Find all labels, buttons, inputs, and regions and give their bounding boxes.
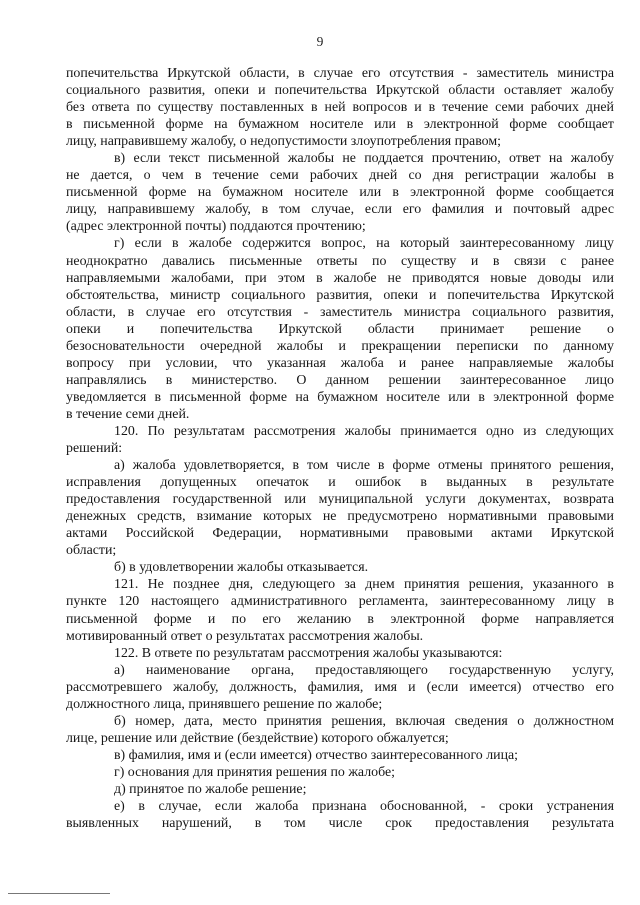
text-line: актами Российской Федерации, нормативными правовыми актами Иркутской — [66, 526, 614, 542]
text-line: опеки и попечительства Иркутской области принимает решение о — [66, 321, 614, 337]
text-line: (адрес электронной почты) поддаются прочтению; — [66, 219, 366, 235]
text-line: предоставления государственной или муниципальной услуги документах, возврата — [66, 492, 614, 508]
text-line: в письменной форме на бумажном носителе или в электронной форме сообщает — [66, 117, 614, 133]
text-line: в течение семи дней. — [66, 406, 190, 422]
text-line: лицу, направившему жалобу, о недопустимости злоупотребления правом; — [66, 134, 502, 150]
text-line: области; — [66, 543, 117, 559]
text-line: е) в случае, если жалоба признана обоснованной, - сроки устранения — [114, 799, 614, 815]
text-line: обстоятельства, министр социального развития, опеки и попечительства Иркутской — [66, 287, 614, 303]
text-line: б) в удовлетворении жалобы отказывается. — [114, 560, 369, 576]
text-line: пункте 120 настоящего административного регламента, заинтересованному лицу в — [66, 594, 614, 610]
text-line: а) жалоба удовлетворяется, в том числе в форме отмены принятого решения, — [114, 458, 614, 474]
text-line: области, в случае его отсутствия - заместитель министра социального развития, — [66, 304, 614, 320]
text-line: неоднократно давались письменные ответы по существу и в связи с ранее — [66, 253, 614, 269]
text-line: должностного лица, принявшего решение по жалобе; — [66, 696, 383, 712]
text-line: направляемыми жалобами, при этом в жалобе не приводятся новые доводы или — [66, 270, 614, 286]
text-line: попечительства Иркутской области, в случае его отсутствия - заместитель министра — [66, 66, 614, 81]
document-body — [66, 65, 614, 832]
text-line: лицу, направившему жалобу, в том случае, если его фамилия и почтовый адрес — [66, 202, 614, 218]
text-line: решений: — [66, 441, 123, 457]
text-line: в) если текст письменной жалобы не поддается прочтению, ответ на жалобу — [114, 151, 614, 167]
text-line: г) если в жалобе содержится вопрос, на который заинтересованному лицу — [114, 236, 614, 252]
text-line: 120. По результатам рассмотрения жалобы принимается одно из следующих — [114, 423, 614, 439]
text-line: исправления допущенных опечаток и ошибок в выданных в результате — [66, 475, 614, 491]
text-line: в) фамилия, имя и (если имеется) отчество заинтересованного лица; — [114, 747, 519, 763]
text-line: а) наименование органа, предоставляющего государственную услугу, — [114, 662, 614, 678]
text-line: направлялись в министерство. О данном решении заинтересованное лицо — [66, 372, 614, 388]
text-line: письменной форме и по его желанию в электронной форме направляется — [66, 611, 614, 627]
page-number: 9 — [316, 34, 324, 49]
text-line: денежных средств, взимание которых не предусмотрено нормативными правовыми — [66, 509, 614, 525]
text-line: безосновательности очередной жалобы и прекращении переписки по данному — [66, 338, 614, 354]
footer-rule — [8, 893, 110, 894]
text-line: 122. В ответе по результатам рассмотрения жалобы указываются: — [114, 645, 503, 661]
text-line: 121. Не позднее дня, следующего за днем принятия решения, указанного в — [114, 577, 614, 593]
text-line: б) номер, дата, место принятия решения, включая сведения о должностном — [114, 713, 614, 729]
text-line: вопросу при условии, что указанная жалоба и ранее направляемые жалобы — [66, 355, 614, 371]
text-line: мотивированный ответ о результатах рассмотрения жалобы. — [66, 628, 424, 644]
text-line: социального развития, опеки и попечительства Иркутской области оставляет жалобу — [66, 83, 614, 99]
text-line: письменной форме на бумажном носителе или в электронной форме сообщается — [66, 185, 614, 201]
text-line: рассмотревшего жалобу, должность, фамилия, имя и (если имеется) отчество его — [66, 679, 614, 695]
text-line: без ответа по существу поставленных в ней вопросов и в течение семи рабочих дней — [66, 100, 614, 116]
text-line: выявленных нарушений, в том числе срок предоставления результата — [66, 816, 614, 832]
text-line: не дается, о чем в течение семи рабочих дней со дня регистрации жалобы в — [66, 168, 614, 184]
text-line: д) принятое по жалобе решение; — [114, 781, 307, 797]
text-line: лице, решение или действие (бездействие) которого обжалуется; — [66, 730, 449, 746]
text-line: г) основания для принятия решения по жалобе; — [114, 764, 395, 780]
text-line: уведомляется в письменной форме на бумажном носителе или в электронной форме — [66, 389, 614, 405]
